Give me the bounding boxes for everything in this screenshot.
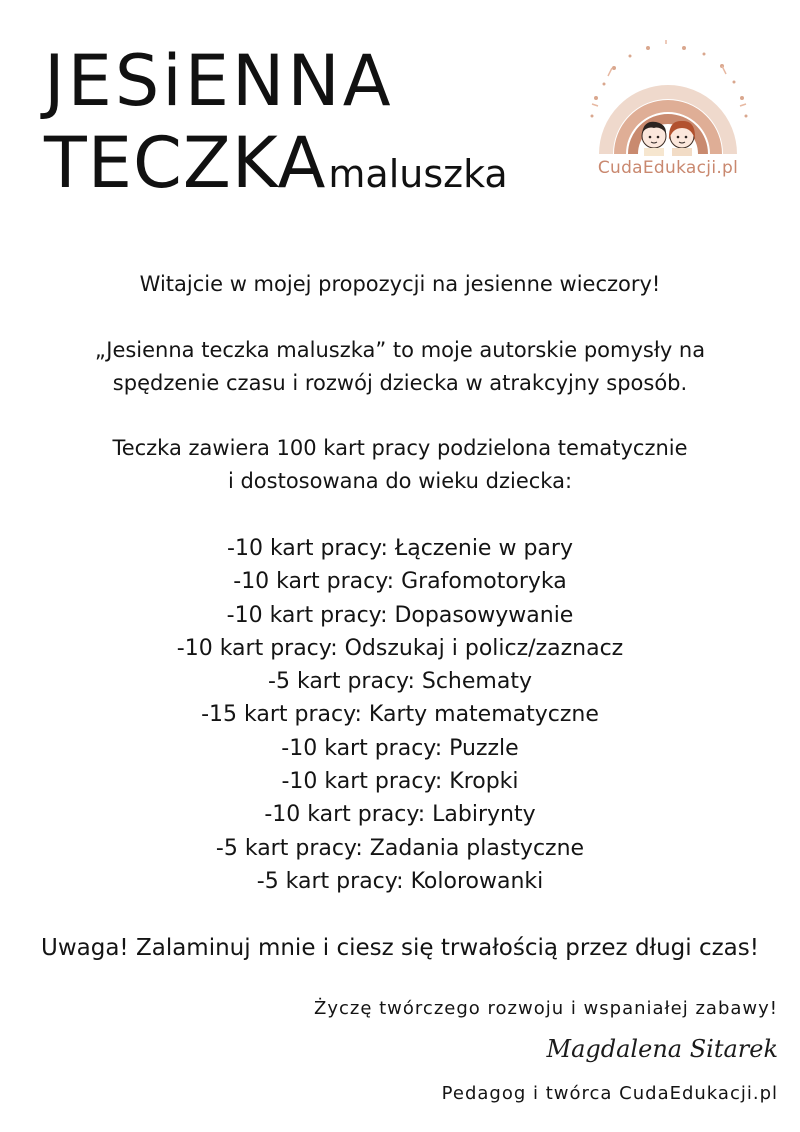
logo-text: CudaEdukacji.pl [597,158,739,178]
title-suffix: maluszka [328,152,508,196]
list-item: -15 kart pracy: Karty matematyczne [201,702,599,728]
list-item: -5 kart pracy: Schematy [268,669,532,695]
contents-intro [0,432,800,498]
intro-text: Witajcie w mojej propozycji na jesienne wieczory! [139,272,661,296]
list-item: -5 kart pracy: Zadania plastyczne [215,835,585,861]
list-item: -10 kart pracy: Labirynty [264,802,536,828]
list-item: -10 kart pracy: Grafomotoryka [233,569,567,595]
worksheet-list [0,532,800,898]
list-item: -10 kart pracy: Kropki [281,769,519,795]
wish-text: Życzę twórczego rozwoju i wspaniałej zabawy! [314,998,778,1019]
list-item: -5 kart pracy: Kolorowanki [256,868,544,894]
list-item: -10 kart pracy: Odszukaj i policz/zaznacz [176,635,624,661]
signature: Magdalena Sitarek [546,1035,778,1063]
page-title [44,40,508,215]
description [0,334,800,400]
contents-intro-line-2: i dostosowana do wieku dziecka: [227,469,573,493]
footer-text: Pedagog i twórca CudaEdukacji.pl [441,1083,778,1104]
contents-intro-line-1: Teczka zawiera 100 kart pracy podzielona tematycznie [112,436,688,460]
title-line-2 [44,122,508,215]
list-item: -10 kart pracy: Puzzle [281,735,519,761]
description-line-2: spędzenie czasu i rozwój dziecka w atrakcyjny sposób. [112,371,688,395]
list-item: -10 kart pracy: Dopasowywanie [226,602,574,628]
description-line-1: „Jesienna teczka maluszka” to moje autorskie pomysły na [94,338,706,362]
brand-logo [584,40,752,190]
list-item: -10 kart pracy: Łączenie w pary [227,536,573,561]
title-line-1: JESiENNA [44,40,394,122]
rainbow-children-logo-icon [584,40,752,158]
title-main-word: TECZKA [44,122,327,204]
warning-text: Uwaga! Zalaminuj mnie i ciesz się trwałością przez długi czas! [41,935,759,961]
